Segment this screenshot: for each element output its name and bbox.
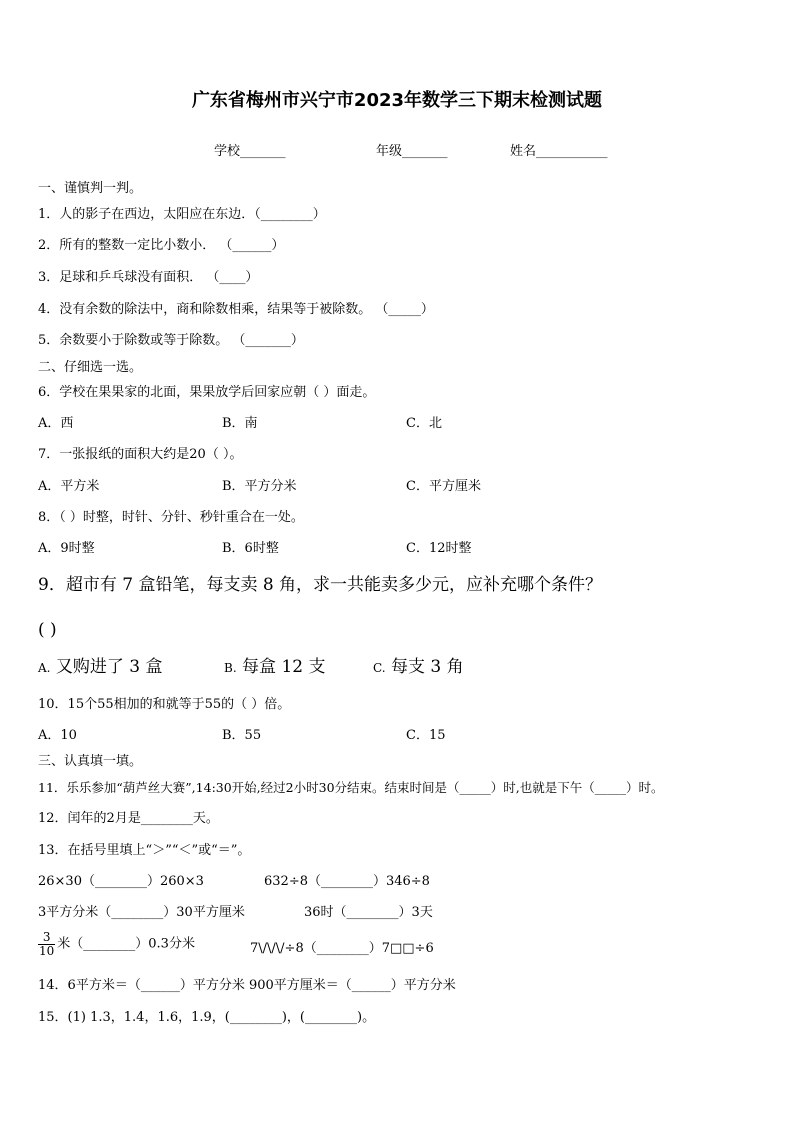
- question-6: 6．学校在果果家的北面，果果放学后回家应朝（ ）面走。: [38, 385, 376, 400]
- question-3: 3．足球和乒乓球没有面积． （____）: [38, 270, 259, 285]
- q6-option-a: A．西: [38, 416, 74, 431]
- q13-row3-left-text: 米（________）0.3分米: [57, 936, 195, 952]
- q9-option-b: [224, 656, 326, 679]
- fraction-3-10: [38, 931, 55, 958]
- question-8: 8．（ ）时整，时针、分针、秒针重合在一处。: [38, 510, 304, 525]
- q13-row3-left: [38, 931, 195, 958]
- question-15: 15．(1) 1.3，1.4，1.6，1.9，(________)，(________)。: [38, 1010, 376, 1025]
- school-label: 学校: [214, 144, 241, 159]
- question-7: 7．一张报纸的面积大约是20（ ）。: [38, 447, 243, 462]
- question-9: 9．超市有 7 盒铅笔，每支卖 8 角，求一共能卖多少元，应补充哪个条件？: [38, 575, 603, 595]
- q9-option-c-letter: C.: [373, 661, 386, 675]
- question-12: 12．闰年的2月是________天。: [38, 811, 219, 826]
- question-1: 1．人的影子在西边，太阳应在东边．（________）: [38, 207, 326, 222]
- grade-field: [376, 140, 448, 159]
- q6-option-b: B．南: [222, 416, 258, 431]
- q9-option-c-text: 每支 3 角: [390, 657, 464, 677]
- q6-option-c: C．北: [406, 416, 442, 431]
- q9-answer-blank: ( ): [38, 620, 57, 640]
- q8-option-b: B．6时整: [222, 541, 279, 556]
- q13-row1-right: 632÷8（________）346÷8: [264, 874, 430, 889]
- q9-option-a: [38, 656, 163, 679]
- question-10: 10．15个55相加的和就等于55的（ ）倍。: [38, 697, 291, 712]
- q7-option-c: C．平方厘米: [406, 479, 481, 494]
- name-field: [510, 140, 608, 159]
- q9-option-b-text: 每盒 12 支: [242, 657, 326, 677]
- q13-row2-left: 3平方分米（________）30平方厘米: [38, 905, 245, 920]
- q10-option-a: A．10: [38, 728, 77, 743]
- q7-option-b: B．平方分米: [222, 479, 297, 494]
- q9-option-a-letter: A.: [38, 661, 51, 675]
- section-3-heading: 三、认真填一填。: [38, 754, 143, 769]
- q10-option-b: B．55: [222, 728, 262, 743]
- name-label: 姓名: [510, 144, 537, 159]
- question-11: 11．乐乐参加“葫芦丝大赛”,14:30开始,经过2小时30分结束。结束时间是（_____）时,也就是下午（_____）时。: [38, 780, 664, 795]
- q8-option-c: C．12时整: [406, 541, 472, 556]
- q8-option-a: A．9时整: [38, 541, 95, 556]
- q9-option-b-letter: B.: [224, 661, 237, 675]
- fraction-denominator: 10: [39, 944, 55, 958]
- name-blank: ___________: [536, 144, 608, 159]
- page-title: 广东省梅州市兴宁市2023年数学三下期末检测试题: [191, 90, 603, 111]
- question-13: 13．在括号里填上“＞”“＜”或“＝”。: [38, 843, 251, 858]
- question-2: 2．所有的整数一定比小数小． （______）: [38, 238, 285, 253]
- q9-option-c: [373, 656, 464, 679]
- grade-label: 年级: [376, 144, 403, 159]
- question-5: 5．余数要小于除数或等于除数。 （_______）: [38, 333, 304, 348]
- q13-row2-right: 36时（________）3天: [304, 905, 433, 920]
- school-blank: _______: [240, 144, 286, 159]
- q13-row1-left: 26×30（________）260×3: [38, 874, 204, 889]
- grade-blank: _______: [402, 144, 448, 159]
- question-4: 4．没有余数的除法中，商和除数相乘，结果等于被除数。 （_____）: [38, 302, 434, 317]
- question-14: 14．6平方米＝（______）平方分米 900平方厘米＝（______）平方分米: [38, 978, 456, 993]
- q13-row3-right: 7\/\/\/÷8（________）7□□÷6: [250, 941, 434, 956]
- q9-option-a-text: 又购进了 3 盒: [55, 657, 163, 677]
- section-1-heading: 一、谨慎判一判。: [38, 181, 143, 196]
- q10-option-c: C．15: [406, 728, 446, 743]
- section-2-heading: 二、仔细选一选。: [38, 360, 143, 375]
- fraction-numerator: 3: [38, 931, 55, 945]
- school-field: [214, 140, 286, 159]
- q7-option-a: A．平方米: [38, 479, 100, 494]
